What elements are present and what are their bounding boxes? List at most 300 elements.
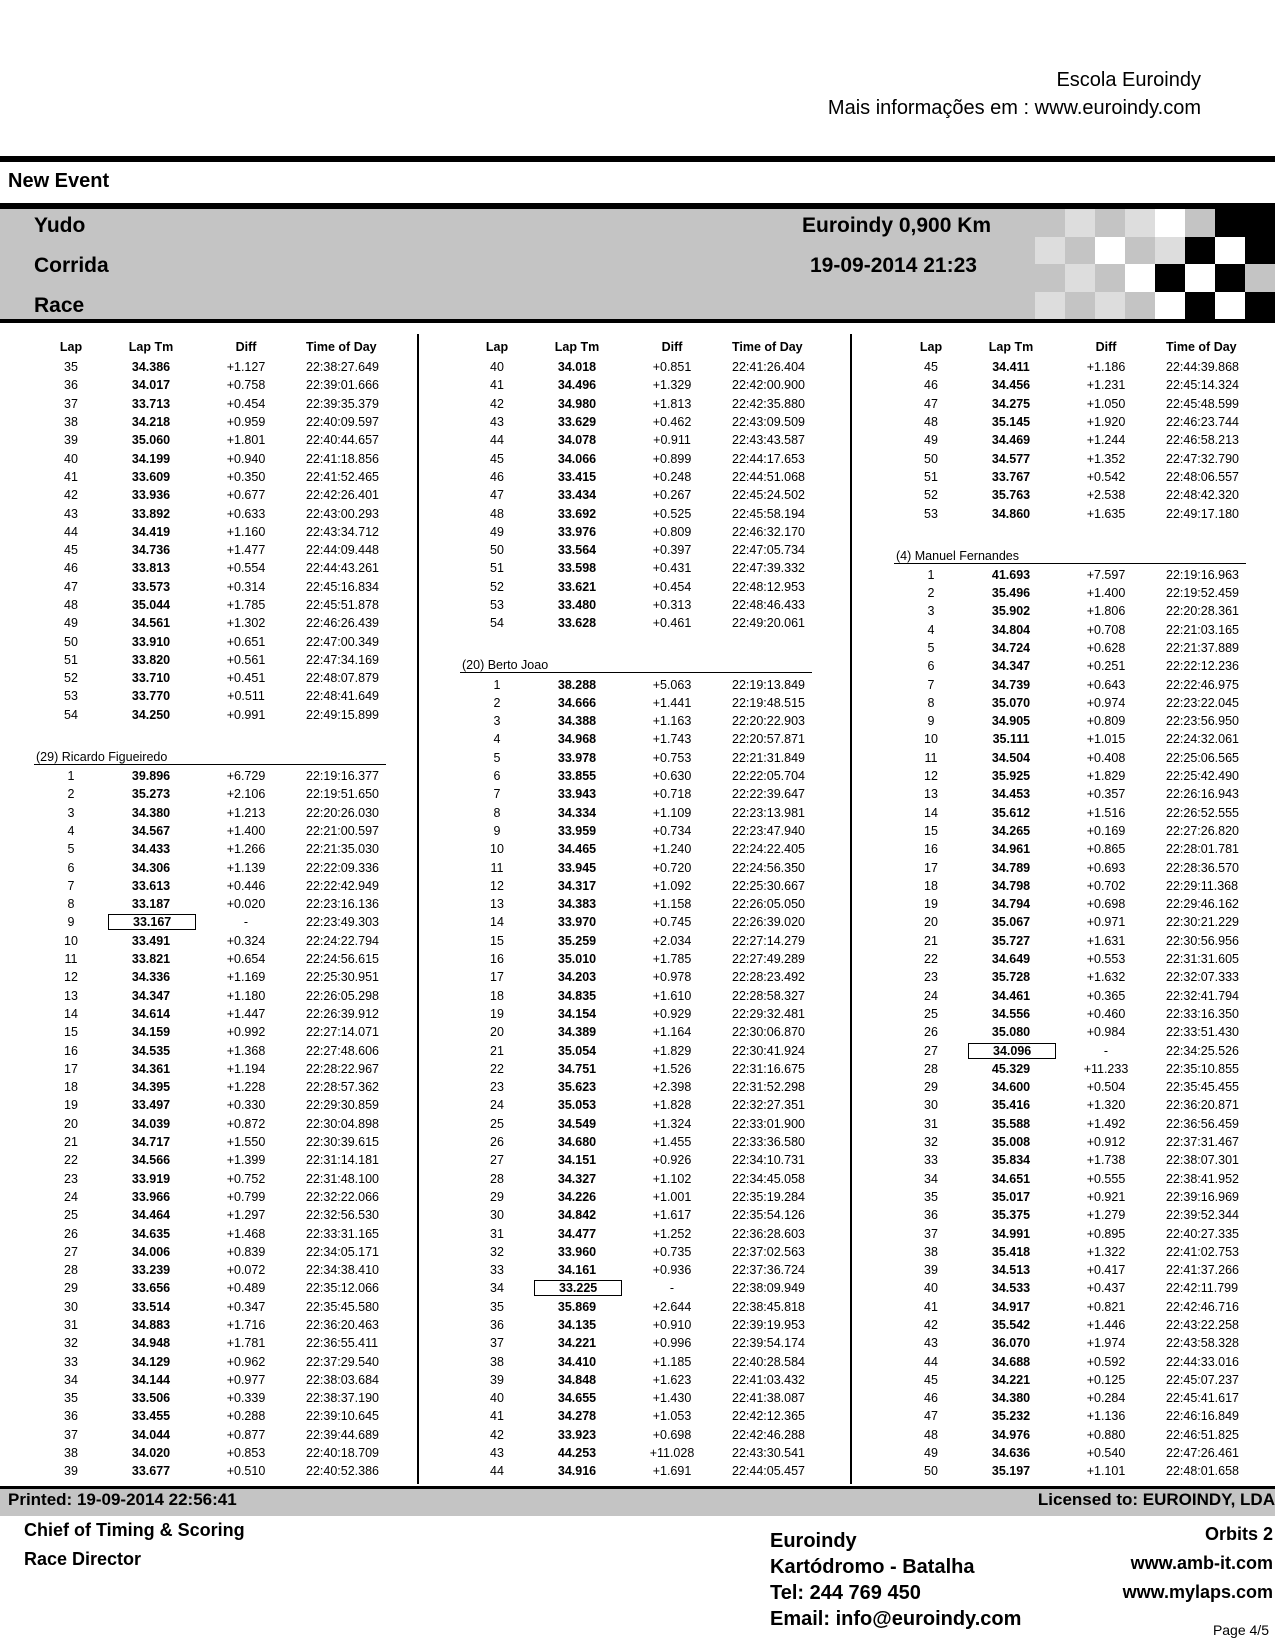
lap-number: 16	[64, 1043, 78, 1058]
time-of-day: 22:36:20.463	[306, 1317, 379, 1332]
lap-number: 50	[490, 543, 504, 558]
lap-number: 22	[64, 1153, 78, 1168]
table-row	[460, 358, 852, 376]
lap-diff: +1.185	[652, 1354, 692, 1369]
table-row	[894, 694, 1275, 712]
lap-diff: +1.716	[226, 1317, 266, 1332]
table-row	[460, 614, 852, 632]
lap-time: 34.535	[131, 1043, 171, 1058]
event-title: New Event	[8, 170, 110, 192]
lap-time: 35.763	[991, 488, 1031, 503]
table-row	[460, 877, 852, 895]
lap-time: 33.710	[131, 671, 171, 686]
lap-time: 34.419	[131, 524, 171, 539]
table-row	[894, 639, 1275, 657]
lap-number: 4	[493, 732, 501, 747]
table-row	[894, 1462, 1275, 1480]
lap-diff: +0.248	[652, 469, 692, 484]
lap-number: 10	[64, 933, 78, 948]
table-row	[894, 486, 1275, 504]
lap-number: 28	[64, 1263, 78, 1278]
time-of-day: 22:33:01.900	[732, 1116, 805, 1131]
lap-time: 34.556	[991, 1006, 1031, 1021]
table-row	[460, 376, 852, 394]
lap-number: 12	[490, 878, 504, 893]
time-of-day: 22:39:44.689	[306, 1427, 379, 1442]
lap-number: 52	[64, 671, 78, 686]
table-row	[460, 1462, 852, 1480]
time-of-day: 22:37:02.563	[732, 1244, 805, 1259]
lap-time: 34.347	[991, 659, 1031, 674]
lap-time: 34.469	[991, 433, 1031, 448]
time-of-day: 22:35:45.455	[1166, 1080, 1239, 1095]
lap-diff: +1.194	[226, 1061, 266, 1076]
time-of-day: 22:25:06.565	[1166, 750, 1239, 765]
header-lap: Lap	[59, 340, 83, 354]
lap-number: 43	[490, 415, 504, 430]
lap-time: 34.600	[991, 1080, 1031, 1095]
lap-diff: +1.455	[652, 1135, 692, 1150]
lap-diff: +1.492	[1086, 1116, 1126, 1131]
table-row	[34, 559, 426, 577]
lap-diff: +0.365	[1086, 988, 1126, 1003]
lap-time: 34.389	[557, 1025, 597, 1040]
time-of-day: 22:24:56.615	[306, 952, 379, 967]
lap-time: 34.020	[131, 1446, 171, 1461]
lap-time: 34.066	[557, 451, 597, 466]
time-of-day: 22:25:42.490	[1166, 769, 1239, 784]
lap-time	[968, 1044, 1054, 1058]
table-row	[460, 1243, 852, 1261]
table-row	[460, 449, 852, 467]
lap-time: 33.656	[131, 1281, 171, 1296]
lap-diff: +1.252	[652, 1226, 692, 1241]
lap-number: 36	[924, 1208, 938, 1223]
lap-time: 34.154	[557, 1006, 597, 1021]
lap-number: 37	[64, 396, 78, 411]
time-of-day: 22:29:32.481	[732, 1006, 805, 1021]
lap-diff: +0.877	[226, 1427, 266, 1442]
lap-number: 48	[924, 1427, 938, 1442]
lap-diff: +1.228	[226, 1080, 266, 1095]
time-of-day: 22:43:09.509	[732, 415, 805, 430]
lap-time: 33.978	[557, 750, 597, 765]
lap-time: 34.549	[557, 1116, 597, 1131]
lap-diff: -	[243, 915, 249, 930]
lap-diff: +0.324	[226, 933, 266, 948]
table-row	[460, 1206, 852, 1224]
lap-diff: +0.895	[1086, 1226, 1126, 1241]
lap-diff: +0.553	[1086, 952, 1126, 967]
lap-time: 34.724	[991, 641, 1031, 655]
lap-number: 41	[924, 1299, 938, 1314]
table-row	[460, 712, 852, 730]
table-row	[894, 712, 1275, 730]
time-of-day: 22:48:01.658	[1166, 1464, 1239, 1479]
lap-number: 49	[64, 616, 78, 631]
lap-column-3	[894, 336, 1275, 1481]
time-of-day: 22:23:49.303	[306, 915, 379, 930]
lap-diff: +0.339	[226, 1391, 266, 1406]
lap-number: 7	[493, 787, 501, 802]
lap-diff: +0.734	[652, 823, 692, 838]
lap-time: 33.239	[131, 1263, 171, 1278]
lap-diff: +0.853	[226, 1446, 266, 1461]
table-row	[34, 1407, 426, 1425]
lap-diff: +1.610	[652, 988, 692, 1003]
time-of-day: 22:26:16.943	[1166, 787, 1239, 802]
time-of-day: 22:32:27.351	[732, 1098, 805, 1113]
table-row	[460, 1371, 852, 1389]
lap-time: 35.612	[991, 805, 1031, 820]
printed-timestamp: Printed: 19-09-2014 22:56:41	[8, 1490, 237, 1509]
lap-number: 31	[490, 1226, 504, 1241]
lap-time: 34.561	[131, 616, 171, 631]
lap-diff: +0.437	[1086, 1281, 1126, 1296]
table-row	[894, 468, 1275, 486]
table-row	[34, 1426, 426, 1444]
table-row	[894, 1279, 1275, 1297]
time-of-day: 22:48:12.953	[732, 579, 805, 594]
lap-diff: +0.542	[1086, 469, 1126, 484]
time-of-day: 22:19:16.963	[1166, 567, 1239, 582]
table-row	[460, 578, 852, 596]
time-of-day: 22:19:13.849	[732, 677, 805, 692]
lap-time: 34.044	[131, 1427, 171, 1442]
lap-diff: +0.554	[226, 561, 266, 576]
lap-number: 19	[924, 897, 938, 912]
time-of-day: 22:48:07.879	[306, 671, 379, 686]
time-of-day: 22:40:52.386	[306, 1464, 379, 1479]
lap-diff: +1.101	[1086, 1464, 1126, 1479]
lap-diff: +1.974	[1086, 1336, 1126, 1351]
time-of-day: 22:38:03.684	[306, 1372, 379, 1387]
lap-diff: +0.718	[652, 787, 692, 802]
lap-number: 5	[927, 641, 935, 655]
table-row	[34, 1151, 426, 1169]
lap-number: 44	[924, 1354, 938, 1369]
table-row	[894, 1041, 1275, 1059]
lap-diff: +2.034	[652, 933, 692, 948]
time-of-day: 22:26:39.020	[732, 915, 805, 930]
lap-diff: +1.785	[652, 952, 692, 967]
time-of-day: 22:28:23.492	[732, 970, 805, 985]
lap-time: 35.145	[991, 415, 1031, 430]
lap-time: 39.896	[131, 769, 171, 784]
lap-number: 25	[924, 1006, 938, 1021]
lap-number: 2	[67, 787, 75, 802]
time-of-day: 22:19:51.650	[306, 787, 379, 802]
lap-time: 34.688	[991, 1354, 1031, 1369]
lap-time: 34.161	[557, 1263, 597, 1278]
lap-diff: +1.447	[226, 1006, 266, 1021]
lap-diff: +0.959	[226, 415, 266, 430]
lap-number: 33	[64, 1354, 78, 1369]
lap-time: 34.411	[992, 360, 1030, 375]
header-laptm: Lap Tm	[554, 340, 600, 354]
lap-number: 46	[924, 1391, 938, 1406]
lap-time: 34.221	[557, 1336, 597, 1351]
time-of-day: 22:23:22.045	[1166, 695, 1239, 710]
header-diff: Diff	[1095, 340, 1117, 354]
lap-number: 53	[490, 598, 504, 612]
lap-diff: +1.136	[1086, 1409, 1126, 1424]
table-row	[34, 1206, 426, 1224]
lap-time: 34.265	[991, 823, 1031, 838]
table-row	[460, 858, 852, 876]
lap-time: 35.070	[991, 695, 1031, 710]
time-of-day: 22:36:56.459	[1166, 1116, 1239, 1131]
lap-diff: +1.324	[652, 1116, 692, 1131]
lap-diff: +2.106	[226, 787, 266, 802]
lap-diff: +1.279	[1086, 1208, 1126, 1223]
lap-diff: +1.829	[652, 1043, 692, 1058]
lap-number: 45	[490, 451, 504, 466]
time-of-day: 22:36:20.871	[1166, 1098, 1239, 1113]
table-row	[460, 767, 852, 785]
lap-number: 6	[493, 769, 501, 784]
table-row	[894, 730, 1275, 748]
lap-diff: +0.462	[652, 415, 692, 430]
lap-time: 33.966	[131, 1189, 171, 1204]
table-row	[460, 1096, 852, 1114]
lap-number: 23	[64, 1171, 78, 1186]
time-of-day: 22:31:16.675	[732, 1061, 805, 1076]
table-row	[460, 913, 852, 931]
table-row	[894, 413, 1275, 431]
header-lap: Lap	[485, 340, 509, 354]
time-of-day: 22:44:33.016	[1166, 1354, 1239, 1369]
lap-time: 34.496	[557, 378, 597, 393]
lap-diff: +1.186	[1086, 360, 1126, 375]
lap-number: 37	[924, 1226, 938, 1241]
lap-time: 33.936	[131, 488, 171, 503]
lap-diff: +1.635	[1086, 506, 1126, 521]
time-of-day: 22:44:05.457	[732, 1464, 805, 1479]
lap-diff: +0.072	[226, 1263, 266, 1278]
lap-time: 35.197	[991, 1464, 1031, 1479]
lap-column-2	[460, 336, 852, 1481]
lap-diff: +1.828	[652, 1098, 692, 1113]
lap-time: 34.226	[557, 1189, 597, 1204]
table-row	[894, 895, 1275, 913]
best-lap-highlight: 33.167	[108, 914, 196, 930]
lap-time: 34.842	[557, 1208, 597, 1223]
lap-diff: +0.752	[226, 1171, 266, 1186]
lap-number: 14	[924, 805, 938, 820]
lap-time: 35.044	[131, 598, 171, 612]
lap-time: 34.017	[131, 378, 171, 393]
table-row	[460, 1352, 852, 1370]
lap-time: 34.336	[131, 970, 171, 985]
table-row	[34, 523, 426, 541]
time-of-day: 22:36:28.603	[732, 1226, 805, 1241]
lap-time: 33.415	[557, 469, 597, 484]
table-row	[894, 1206, 1275, 1224]
time-of-day: 22:28:01.781	[1166, 842, 1239, 857]
lap-diff: +0.408	[1086, 750, 1126, 765]
table-row	[894, 1352, 1275, 1370]
organizer-website: Mais informações em : www.euroindy.com	[827, 97, 1201, 119]
table-row	[894, 1389, 1275, 1407]
lap-diff: +0.357	[1086, 787, 1126, 802]
lap-number: 44	[490, 433, 504, 448]
lap-time: 34.380	[131, 805, 171, 820]
table-row	[460, 1316, 852, 1334]
lap-number: 30	[64, 1299, 78, 1314]
lap-diff: +1.322	[1086, 1244, 1126, 1259]
lap-diff: +1.829	[1086, 769, 1126, 784]
time-of-day: 22:30:39.615	[306, 1135, 379, 1150]
lap-number: 49	[924, 1446, 938, 1461]
lap-time: 34.410	[557, 1354, 597, 1369]
time-of-day: 22:25:30.667	[732, 878, 805, 893]
lap-number: 47	[64, 579, 78, 594]
time-of-day: 22:40:09.597	[306, 415, 379, 430]
lap-number: 43	[64, 506, 78, 521]
lap-time: 35.273	[131, 787, 171, 802]
lap-number: 27	[490, 1153, 504, 1168]
lap-time: 34.395	[131, 1080, 171, 1095]
lap-number: 43	[490, 1446, 504, 1461]
lap-time: 34.456	[991, 378, 1031, 393]
lap-number: 15	[64, 1025, 78, 1040]
lap-time: 35.080	[991, 1025, 1031, 1040]
lap-diff: +2.538	[1086, 488, 1126, 503]
table-row	[34, 1169, 426, 1187]
lap-diff: +0.330	[226, 1098, 266, 1113]
lap-diff: +0.288	[226, 1409, 266, 1424]
lap-diff: +1.320	[1086, 1098, 1126, 1113]
lap-number: 50	[924, 1464, 938, 1479]
time-of-day: 22:24:56.350	[732, 860, 805, 875]
table-row	[894, 932, 1275, 950]
time-of-day: 22:19:48.515	[732, 695, 805, 710]
time-of-day: 22:48:46.433	[732, 598, 805, 612]
lap-time: 33.629	[557, 415, 597, 430]
time-of-day: 22:29:30.859	[306, 1098, 379, 1113]
session-kind: Race	[34, 294, 85, 317]
lap-diff: +0.628	[1086, 641, 1126, 655]
time-of-day: 22:21:03.165	[1166, 622, 1239, 637]
lap-number: 34	[490, 1281, 504, 1296]
table-row	[894, 1151, 1275, 1169]
lap-number: 52	[490, 579, 504, 594]
lap-number: 33	[490, 1263, 504, 1278]
lap-number: 29	[924, 1080, 938, 1095]
lap-diff: +0.511	[227, 689, 265, 704]
lap-number: 29	[64, 1281, 78, 1296]
time-of-day: 22:40:44.657	[306, 433, 379, 448]
lap-time: 35.232	[991, 1409, 1031, 1424]
lap-time: 34.566	[131, 1153, 171, 1168]
lap-diff: +0.540	[1086, 1446, 1126, 1461]
lap-number: 41	[64, 469, 78, 484]
table-row	[894, 1371, 1275, 1389]
organizer-info	[828, 66, 1201, 122]
time-of-day: 22:31:14.181	[306, 1153, 379, 1168]
lap-diff: +1.158	[652, 897, 692, 912]
lap-time: 34.917	[991, 1299, 1031, 1314]
lap-number: 5	[493, 750, 501, 765]
lap-time: 34.461	[991, 988, 1031, 1003]
lap-time: 33.943	[557, 787, 597, 802]
table-row	[460, 486, 852, 504]
lap-number: 48	[64, 598, 78, 612]
lap-diff: +0.936	[652, 1263, 692, 1278]
lap-number: 46	[924, 378, 938, 393]
column-header	[460, 336, 852, 358]
lap-time: 33.820	[131, 652, 171, 667]
lap-time: 33.187	[131, 897, 171, 912]
lap-diff: +1.441	[652, 695, 692, 710]
header-lap: Lap	[919, 340, 943, 354]
lap-diff: +0.978	[652, 970, 692, 985]
time-of-day: 22:42:35.880	[732, 396, 805, 411]
lap-time: 33.892	[131, 506, 171, 521]
table-row	[894, 1316, 1275, 1334]
time-of-day: 22:46:51.825	[1166, 1427, 1239, 1442]
lap-number: 54	[64, 707, 78, 722]
lap-diff: +5.063	[652, 677, 692, 692]
time-of-day: 22:43:43.587	[732, 433, 805, 448]
time-of-day: 22:43:34.712	[306, 524, 379, 539]
time-of-day: 22:38:37.190	[306, 1391, 379, 1406]
time-of-day: 22:30:06.870	[732, 1025, 805, 1040]
lap-diff: +0.984	[1086, 1025, 1126, 1040]
lap-number: 42	[490, 1427, 504, 1442]
time-of-day: 22:44:09.448	[306, 543, 379, 558]
time-of-day: 22:22:39.647	[732, 787, 805, 802]
table-row	[460, 1023, 852, 1041]
lap-number: 8	[493, 805, 501, 820]
lap-diff: +0.899	[652, 451, 692, 466]
time-of-day: 22:33:51.430	[1166, 1025, 1239, 1040]
time-of-day: 22:35:10.855	[1166, 1061, 1239, 1076]
lap-diff: +1.231	[1086, 378, 1126, 393]
lap-number: 9	[927, 714, 935, 729]
lap-time: 33.813	[131, 561, 171, 576]
time-of-day: 22:19:16.377	[306, 769, 379, 784]
lap-diff: +0.313	[652, 598, 692, 612]
table-row	[34, 614, 426, 632]
lap-time: 35.017	[991, 1189, 1031, 1204]
table-row	[460, 1444, 852, 1462]
lap-time: 35.067	[991, 915, 1031, 930]
lap-diff: +1.368	[226, 1043, 266, 1058]
table-row	[894, 1407, 1275, 1425]
lap-number: 11	[490, 860, 504, 875]
lap-time: 33.514	[131, 1299, 171, 1314]
lap-time: 35.418	[991, 1244, 1031, 1259]
lap-diff: +0.251	[1086, 659, 1126, 674]
lap-diff: +1.102	[652, 1171, 692, 1186]
lap-time: 34.306	[131, 860, 171, 875]
table-row	[894, 1078, 1275, 1096]
table-row	[34, 1352, 426, 1370]
lap-time: 34.649	[991, 952, 1031, 967]
lap-number: 20	[490, 1025, 504, 1040]
mylaps-site: www.mylaps.com	[1122, 1582, 1273, 1602]
lap-diff: +0.912	[1086, 1135, 1126, 1150]
lap-number: 5	[67, 842, 75, 857]
lap-time: 33.767	[991, 469, 1031, 484]
lap-time: 34.883	[131, 1317, 171, 1332]
table-row	[34, 632, 426, 650]
time-of-day: 22:32:07.333	[1166, 970, 1239, 985]
time-of-day: 22:24:22.794	[306, 933, 379, 948]
spacer	[894, 523, 1275, 541]
